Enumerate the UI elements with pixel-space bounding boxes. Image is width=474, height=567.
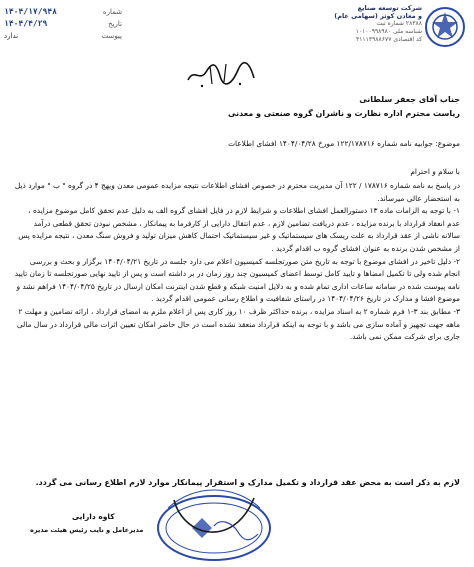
letter-attachment-row (4, 30, 122, 42)
signatory-title: مدیرعامل و نایب رئیس هیئت مدیره (30, 526, 144, 534)
item-paragraph-1: ۱- با توجه به الزامات ماده ۱۳ دستورالعمل افشای اطلاعات و شرایط لازم در فایل افشای گروه الف به دلیل عدم تحقق کامل موضوع مزایده ، عدم انعقاد قرارداد با برنده مزایده ، عدم دریافت تضامین لازم ، عدم انتقال دارایی از کارفرما به پیمانکار ، مشخص نبودن تحقق قطعی درآمد سالانه ناشی از عقد قرارداد به علت ریسک های سیستماتیک و غیر سیستماتیک احتمال کاهش میزان تولید و فروش سنگ معدن ، نتیجه مزایده پس از مشخص شدن برنده به عنوان افشای گروه ب اقدام گردید . (18, 206, 460, 253)
letter-number-value: ۱۴۰۴/۱۷/۹۴۸ (4, 7, 57, 16)
letter-body (14, 180, 460, 344)
company-registration: ۲۸۳۸۸ شماره ثبت (376, 20, 422, 27)
company-economic-code: کد اقتصادی ۴۱۱۱۳۹۸۸۶۷۷ (355, 36, 422, 43)
letter-subject: موضوع: جوابیه نامه شماره ۱۲۲/۱۷۸۷۱۶ مورخ ۱۴۰۴/۰۴/۲۸ افشای اطلاعات (228, 139, 460, 148)
blessing-calligraphy (180, 58, 260, 90)
recipient-name: جناب آقای جعفر سلطانی (359, 95, 460, 104)
letter-date-row (4, 18, 122, 30)
recipient-title: ریاست محترم اداره نظارت و ناشران گروه صنعتی و معدنی (228, 109, 460, 118)
closing-paragraph: لازم به ذکر است به محض عقد قرارداد و تکمیل مدارک و استقرار پیمانکار موارد لازم اطلاع رسانی می گردد. (35, 478, 460, 487)
company-stamp (154, 488, 274, 564)
letter-number-label: شماره (102, 8, 122, 16)
letter-attachment-label: پیوست (101, 32, 122, 40)
letter-attachment-value: ندارد (4, 32, 19, 40)
item-paragraph-2: ۲- دلیل تاخیر در افشای موضوع با توجه به تاریخ متن صورتجلسه کمیسیون اعلام می دارد جلسه در تاریخ ۱۴۰۴/۰۴/۲۱ برگزار و بحث و بررسی انجام شده ولی تا تکمیل امضاها و تایید کامل توسط اعضای کمیسیون چند روز زمان در بر داشته است و پس از تایید نهایی صورتجلسه تا زمان تایید نامه پیوست شده در سامانه ساعات اداری تمام شده و به دلایل امنیت شبکه و قطع شدن اینترنت امکان ارسال در تاریخ ۱۴۰۴/۰۴/۲۵ فراهم نشد و موضوع افشا و مدارک در تاریخ ۱۴۰۴/۰۴/۲۶ در راستای شفافیت و اطلاع رسانی عمومی اقدام گردید . (14, 256, 460, 304)
intro-paragraph: در پاسخ به نامه شماره ۱۷۸۷۱۶ / ۱۲۲ آن مدیریت محترم در خصوص افشای اطلاعات نتیجه مزایده عمومی معدن ویهج ۴ در گروه " ب " موارد ذیل به استحضار عالی میرساند. (14, 181, 460, 203)
letter-number-row (4, 6, 122, 18)
letter-date-value: ۱۴۰۴/۴/۲۹ (4, 19, 48, 28)
company-name-line1: شرکت توسعه صنایع (357, 4, 422, 12)
signatory-name: کاوه دارایی (72, 512, 115, 521)
company-info (262, 4, 422, 44)
company-name-line2: و معادن کوثر (سهامی عام) (334, 12, 422, 20)
item-paragraph-3: ۳- مطابق بند ۳-۱ فرم شماره ۲ به اسناد مزایده ، برنده حداکثر ظرف ۱۰ روز کاری پس از اعلام ملزم به امضای قرارداد ، ارائه تضامین و مهلت ۲ ماهه جهت تجهیز و آماده سازی می باشد و با توجه به اینکه قرارداد منعقد نشده است در حال حاضر امکان تعیین اثرات مالی قرارداد در سال مالی جاری برای شرکت ممکن نمی باشد. (16, 306, 460, 342)
company-national-id: شناسه ملی ۱۰۱۰۰۹۹۸۹۸۰ (355, 28, 422, 35)
salutation: با سلام و احترام (410, 167, 460, 176)
company-logo (424, 6, 466, 48)
letter-date-label: تاریخ (108, 20, 122, 28)
letter-metadata (4, 6, 122, 42)
